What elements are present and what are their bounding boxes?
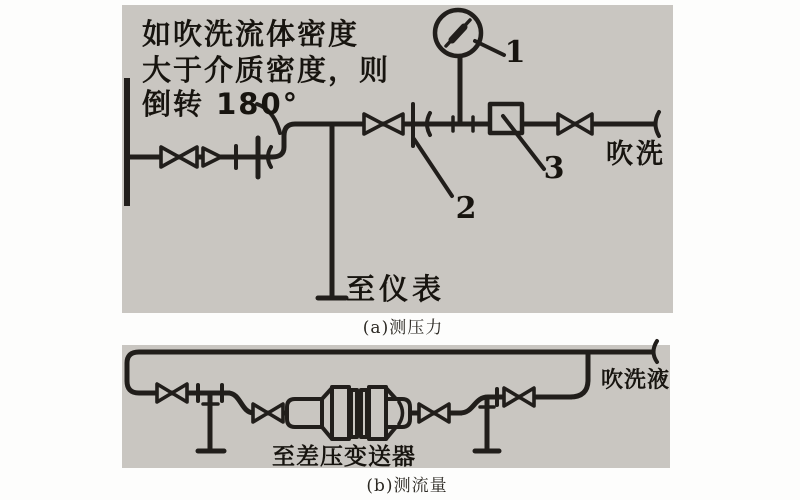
diagram-a bbox=[122, 5, 673, 338]
label-1: 1 bbox=[504, 35, 526, 70]
caption-a: (a)测压力 bbox=[362, 318, 444, 338]
label-3: 3 bbox=[543, 151, 565, 186]
note-line-3: 倒转 180° bbox=[142, 87, 300, 121]
purge-text: 吹洗 bbox=[606, 139, 666, 170]
caption-b: (b)测流量 bbox=[366, 476, 448, 496]
to-instrument-text: 至仪表 bbox=[346, 272, 446, 306]
note-line-1: 如吹洗流体密度 bbox=[142, 17, 360, 51]
diagram-b bbox=[122, 341, 670, 496]
note-line-2: 大于介质密度，则 bbox=[142, 53, 391, 87]
purge-liquid-text: 吹洗液 bbox=[601, 368, 671, 393]
to-dp-transmitter-text: 至差压变送器 bbox=[272, 444, 416, 470]
label-2: 2 bbox=[455, 191, 477, 226]
pressure-gauge bbox=[435, 10, 481, 56]
